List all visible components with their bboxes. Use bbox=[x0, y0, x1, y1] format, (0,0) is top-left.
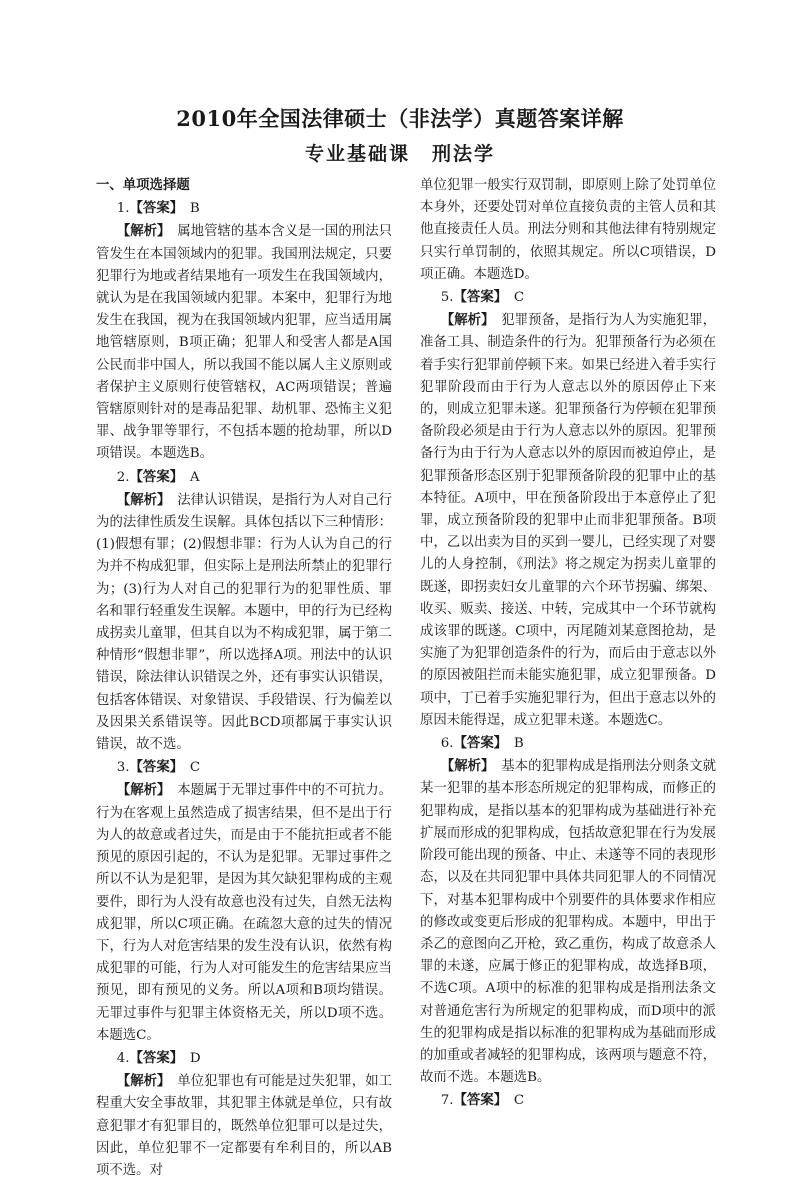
continued-paragraph: 单位犯罪一般实行双罚制，即原则上除了处罚单位本身外，还要处罚对单位直接负责的主管人员和其他直接责任人员。刑法分则和其他法律有特别规定只实行单罚制的，依照其规定。所以C项错误，D项正确。本题选D。 bbox=[420, 178, 716, 282]
analysis-text: 法律认识错误，是指行为人对自己行为的法律性质发生误解。具体包括以下三种情形：(1)假想有罪；(2)假想非罪：行为人认为自己的行为并不构成犯罪，但实际上是刑法所禁止的犯罪行为；(3)行为人对自己的犯罪行为的犯罪性质、罪名和罪行轻重发生误解。本题中，甲的行为已经构成拐卖儿童罪，但其自以为不构成犯罪，属于第二种情形“假想非罪”，所以选择A项。刑法中的认识错误，除法律认识错误之外，还有事实认识错误，包括客体错误、对象错误、手段错误、行为偏差以及因果关系错误等。因此BCD项都属于事实认识错误，故不选。 bbox=[96, 492, 393, 753]
analysis-text: 本题属于无罪过事件中的不可抗力。行为在客观上虽然造成了损害结果，但不是出于行为人的故意或者过失，而是由于不能抗拒或者不能预见的原因引起的，不认为是犯罪。无罪过事件之所以不认为是犯罪，是因为其欠缺犯罪构成的主观要件，即行为人没有故意也没有过失，自然无法构成犯罪，所以C项正确。在疏忽大意的过失的情况下，行为人对危害结果的发生没有认识，依然有构成犯罪的可能，行为人对可能发生的危害结果应当预见，即有预见的义务。所以A项和B项均错误。无罪过事件与犯罪主体资格无关，所以D项不选。本题选C。 bbox=[96, 783, 393, 1043]
answer-label: 【答案】 bbox=[129, 1049, 184, 1066]
answer-label: 【答案】 bbox=[129, 200, 184, 217]
analysis-text: 犯罪预备，是指行为人为实施犯罪，准备工具、制造条件的行为。犯罪预备行为必须在着手实行犯罪前停顿下来。如果已经进入着手实行犯罪阶段而由于行为人意志以外的原因停止下来的，则成立犯罪未遂。犯罪预备行为停顿在犯罪预备阶段必须是由于行为人意志以外的原因。犯罪预备行为由于行为人意志以外的原因而被迫停止，是犯罪预备形态区别于犯罪预备阶段的犯罪中止的基本特征。A项中，甲在预备阶段出于本意停止了犯罪，成立预备阶段的犯罪中止而非犯罪预备。B项中，乙以出卖为目的买到一婴儿，已经实现了对婴儿的人身控制，《刑法》将之规定为拐卖儿童罪的既遂，即拐卖妇女儿童罪的六个环节拐骗、绑架、收买、贩卖、接送、中转，完成其中一个环节就构成该罪的既遂。C项中，丙尾随刘某意图抢劫，是实施了为犯罪创造条件的行为，而后由于意志以外的原因被阻拦而未能实施犯罪，成立犯罪预备。D项中，丁已着手实施犯罪行为，但出于意志以外的原因未能得逞，成立犯罪未遂。本题选C。 bbox=[420, 313, 717, 728]
analysis-paragraph bbox=[96, 489, 392, 756]
question-number: 6. bbox=[440, 736, 454, 752]
analysis-label: 【解析】 bbox=[440, 758, 495, 775]
page-title: 2010年全国法律硕士（非法学）真题答案详解 bbox=[176, 106, 624, 131]
right-column bbox=[420, 175, 716, 1113]
subtitle-subject: 刑法学 bbox=[432, 143, 496, 165]
answer-line bbox=[96, 466, 392, 489]
answer-letter: C bbox=[513, 290, 525, 306]
analysis-paragraph bbox=[420, 755, 716, 1089]
answer-letter: D bbox=[189, 1050, 201, 1066]
question-number: 7. bbox=[440, 1093, 454, 1109]
analysis-label: 【解析】 bbox=[116, 491, 171, 508]
section-heading: 一、单项选择题 bbox=[96, 178, 190, 193]
answer-letter: B bbox=[513, 736, 524, 752]
analysis-paragraph bbox=[96, 779, 392, 1046]
question-number: 3. bbox=[116, 760, 130, 776]
answer-letter: C bbox=[513, 1093, 525, 1109]
question-number: 4. bbox=[116, 1050, 130, 1066]
left-column bbox=[96, 175, 392, 1182]
analysis-paragraph bbox=[96, 220, 392, 465]
answer-line bbox=[420, 286, 716, 309]
question-number: 2. bbox=[116, 469, 130, 485]
answer-line bbox=[420, 1089, 716, 1112]
answer-line bbox=[420, 732, 716, 755]
question-number: 5. bbox=[440, 290, 454, 306]
analysis-label: 【解析】 bbox=[116, 1073, 171, 1090]
subtitle-course: 专业基础课 bbox=[304, 143, 410, 165]
answer-label: 【答案】 bbox=[453, 289, 508, 306]
analysis-text: 属地管辖的基本含义是一国的刑法只管发生在本国领域内的犯罪。我国刑法规定，只要犯罪行为地或者结果地有一项发生在我国领域内，就认为是在我国领域内犯罪。本案中，犯罪行为地发生在我国，视为在我国领域内犯罪，应当适用属地管辖原则，B项正确；犯罪人和受害人都是A国公民而非中国人，所以我国不能以属人主义原则或者保护主义原则行使管辖权，AC两项错误；普遍管辖原则针对的是毒品犯罪、劫机罪、恐怖主义犯罪、战争罪等罪行，不包括本题的抢劫罪，所以D项错误。本题选B。 bbox=[96, 224, 393, 462]
answer-label: 【答案】 bbox=[129, 468, 184, 485]
analysis-text: 基本的犯罪构成是指刑法分则条文就某一犯罪的基本形态所规定的犯罪构成，而修正的犯罪构成，是指以基本的犯罪构成为基础进行补充扩展而形成的犯罪构成，包括故意犯罪在行为发展阶段可能出现的预备、中止、未遂等不同的表现形态，以及在共同犯罪中具体共同犯罪人的不同情况下，对基本犯罪构成中个别要件的具体要求作相应的修改或变更后形成的犯罪构成。本题中，甲出于杀乙的意图向乙开枪，致乙重伤，构成了故意杀人罪的未遂，应属于修正的犯罪构成，故选择B项，不选C项。A项中的标准的犯罪构成是指刑法条文对普通危害行为所规定的犯罪构成，而D项中的派生的犯罪构成是指以标准的犯罪构成为基础而形成的加重或者减轻的犯罪构成，该两项与题意不符，故而不选。本题选B。 bbox=[420, 759, 717, 1086]
answer-label: 【答案】 bbox=[129, 759, 184, 776]
page-subtitle bbox=[0, 139, 800, 166]
answer-line bbox=[96, 756, 392, 779]
answer-label: 【答案】 bbox=[453, 1092, 508, 1109]
question-number: 1. bbox=[116, 201, 130, 217]
analysis-paragraph bbox=[96, 1070, 392, 1182]
analysis-text: 单位犯罪也有可能是过失犯罪，如工程重大安全事故罪，其犯罪主体就是单位，只有故意犯罪才有犯罪目的，既然单位犯罪可以是过失，因此，单位犯罪不一定都要有牟利目的，所以AB项不选。对 bbox=[96, 1074, 393, 1178]
analysis-label: 【解析】 bbox=[440, 312, 495, 329]
analysis-paragraph bbox=[420, 309, 716, 732]
answer-letter: A bbox=[189, 469, 200, 485]
answer-line bbox=[96, 1047, 392, 1070]
analysis-label: 【解析】 bbox=[116, 782, 171, 799]
answer-letter: B bbox=[189, 201, 200, 217]
answer-label: 【答案】 bbox=[453, 735, 508, 752]
analysis-label: 【解析】 bbox=[116, 223, 171, 240]
answer-letter: C bbox=[189, 760, 201, 776]
answer-line bbox=[96, 197, 392, 220]
